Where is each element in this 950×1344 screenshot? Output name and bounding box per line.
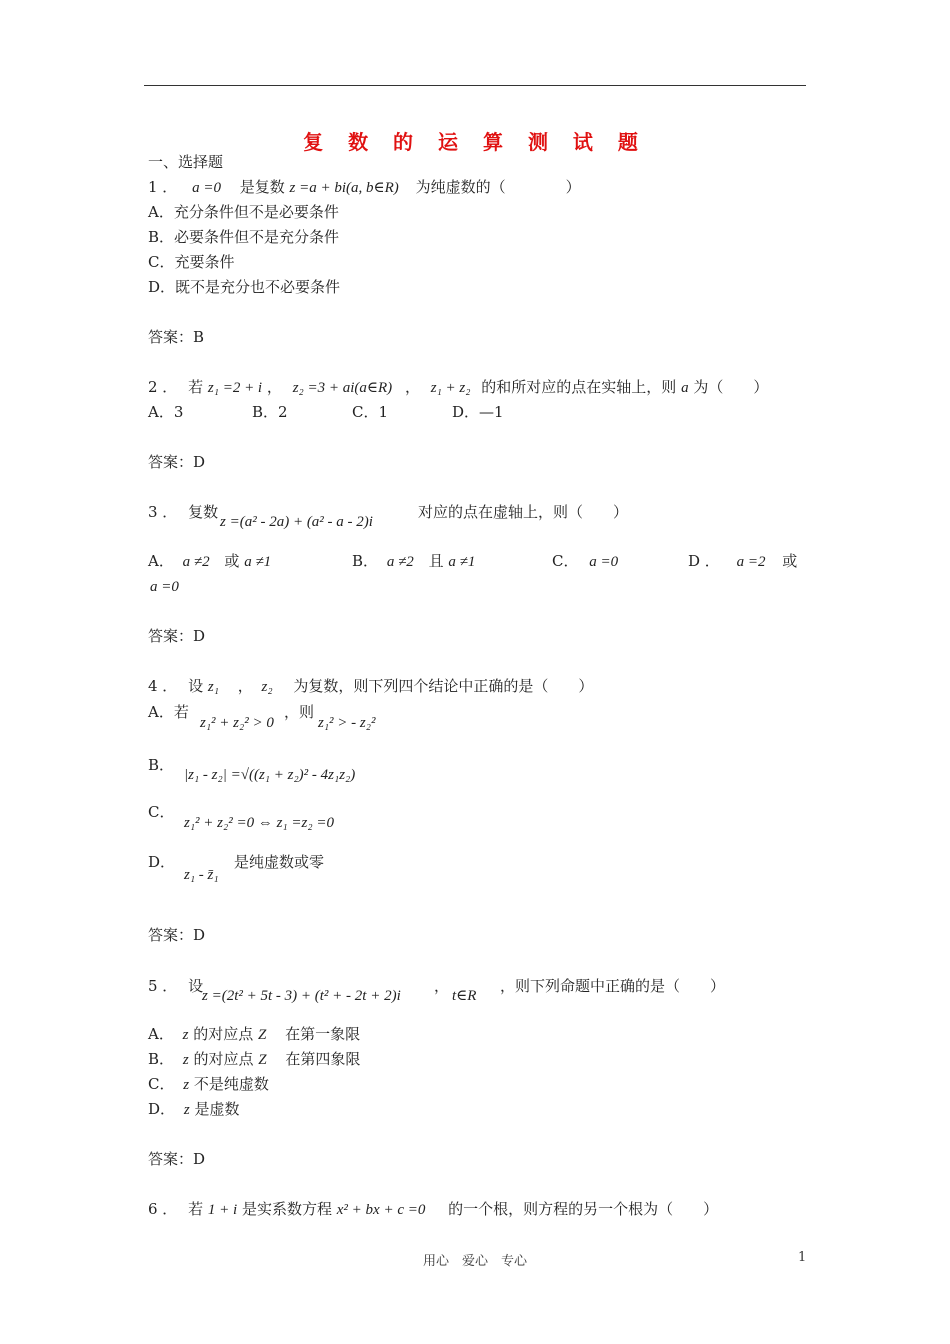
- q5-number: 5 ．: [148, 977, 178, 995]
- q2-number: 2 ．: [148, 378, 178, 396]
- q3-option-d-continuation: [150, 576, 179, 597]
- q5-option-b: [148, 1049, 360, 1070]
- q2-z1: z₁ =2 + i: [207, 380, 263, 396]
- q2-answer: 答案：D: [148, 453, 206, 471]
- q5-option-c: [148, 1074, 269, 1095]
- question-5-label: [148, 976, 203, 996]
- q2-sum: z₁ + z₂: [430, 380, 471, 396]
- q3-option-a-label: A．: [148, 552, 174, 570]
- question-6: [148, 1199, 718, 1220]
- q5-option-a-point: Z: [258, 1027, 267, 1043]
- q3-option-b-label: B．: [352, 552, 379, 570]
- q1-option-c: C．充要条件: [148, 253, 235, 271]
- q1-expression: z =a + bi(a, b∈R): [289, 180, 399, 196]
- q3-expression: z =(a² - 2a) + (a² - a - 2)i: [220, 514, 373, 530]
- q1-option-b: B．必要条件但不是充分条件: [148, 228, 340, 246]
- q5-option-b-label: B．: [148, 1050, 175, 1068]
- page-title: 复 数 的 运 算 测 试 题: [303, 130, 647, 154]
- q5-option-b-var: z: [182, 1052, 189, 1068]
- q3-option-b-expr2: a ≠1: [448, 554, 476, 570]
- q4-option-b-expr: |z₁ - z₂| =√((z₁ + z₂)² - 4z₁z₂): [184, 767, 356, 783]
- q6-number: 6 ．: [148, 1200, 178, 1218]
- q5-option-a-text: 的对应点: [193, 1025, 254, 1043]
- q6-text-a: 若: [188, 1200, 204, 1218]
- q4-option-c-label: C．: [148, 803, 175, 821]
- q2-text-a: 若: [188, 378, 204, 396]
- q3-option-a-expr2: a ≠1: [244, 554, 272, 570]
- q5-expression: z =(2t² + 5t - 3) + (t² + - 2t + 2)i: [202, 988, 401, 1004]
- q4-z2: z₂: [261, 679, 273, 695]
- q3-option-d-or: 或: [782, 552, 798, 570]
- q3-option-d-expr: a =2: [736, 554, 766, 570]
- question-2: [148, 377, 768, 398]
- q3-option-c-expr: a =0: [589, 554, 619, 570]
- q6-text-c: 的一个根，则方程的另一个根为（ ）: [448, 1200, 719, 1218]
- q5-option-d-text: 是虚数: [194, 1100, 240, 1118]
- q4-option-d-label: D．: [148, 853, 176, 871]
- q5-text-b: ，则下列命题中正确的是（ ）: [500, 977, 726, 995]
- q5-option-d-label: D．: [148, 1100, 176, 1118]
- q2-option-b: B．2: [252, 403, 288, 421]
- q5-option-b-text: 的对应点: [193, 1050, 254, 1068]
- q4-option-b-label: B．: [148, 756, 175, 774]
- q4-number: 4 ．: [148, 677, 178, 695]
- q5-option-d-var: z: [183, 1102, 190, 1118]
- q5-option-b-tail: 在第四象限: [285, 1050, 361, 1068]
- q5-text-a: 设: [188, 977, 204, 995]
- q5-answer: 答案：D: [148, 1150, 206, 1168]
- q2-sep2: ，: [404, 378, 420, 396]
- section-heading: 一、选择题: [148, 153, 224, 171]
- q1-option-a: A．充分条件但不是必要条件: [148, 203, 339, 221]
- header-rule: [144, 85, 806, 86]
- q3-option-d-label: D ．: [688, 552, 720, 570]
- question-3-label: [148, 502, 218, 522]
- question-4: [148, 676, 593, 697]
- q1-text-a: 是复数: [239, 178, 285, 196]
- q3-option-b: [352, 551, 475, 572]
- q1-option-d: D．既不是充分也不必要条件: [148, 278, 341, 296]
- q1-condition: a =0: [192, 180, 221, 196]
- q4-option-a-expr2: z₁² > - z₂²: [318, 715, 376, 731]
- q2-text-c: 为（ ）: [693, 378, 769, 396]
- q4-option-a-label: A．若: [148, 703, 189, 721]
- q3-option-a-or: 或: [224, 552, 240, 570]
- q4-sep: ，: [237, 677, 253, 695]
- q3-option-c-label: C．: [552, 552, 579, 570]
- q3-option-d: [688, 551, 797, 572]
- q2-z2: z₂ =3 + ai(a∈R): [292, 380, 393, 396]
- q3-text-a: 复数: [188, 503, 219, 521]
- q4-option-a-expr1: z₁² + z₂² > 0: [200, 715, 274, 731]
- q2-var: a: [681, 380, 689, 396]
- q4-option-c-expr: z₁² + z₂² =0 ⇔ z₁ =z₂ =0: [184, 815, 334, 831]
- q6-root: 1 + i: [207, 1202, 238, 1218]
- q2-option-a: A．3: [148, 403, 184, 421]
- q1-number: 1 ．: [148, 178, 178, 196]
- q4-text-a: 设: [188, 677, 204, 695]
- q3-number: 3 ．: [148, 503, 178, 521]
- q3-option-b-and: 且: [428, 552, 444, 570]
- q5-option-a-tail: 在第一象限: [285, 1025, 361, 1043]
- q4-answer: 答案：D: [148, 926, 206, 944]
- q5-sep: ，: [434, 977, 450, 995]
- q5-condition: t∈R: [452, 988, 477, 1004]
- q2-sep1: ，: [266, 378, 282, 396]
- q6-text-b: 是实系数方程: [241, 1200, 332, 1218]
- q4-option-d-text: 是纯虚数或零: [234, 853, 325, 871]
- q5-option-c-text: 不是纯虚数: [193, 1075, 269, 1093]
- q5-option-a-var: z: [182, 1027, 189, 1043]
- q5-option-d: [148, 1099, 239, 1120]
- question-1: [148, 177, 581, 198]
- q6-equation: x² + bx + c =0: [336, 1202, 426, 1218]
- q5-option-c-var: z: [183, 1077, 190, 1093]
- q1-answer: 答案：B: [148, 328, 205, 346]
- q1-text-b: 为纯虚数的（ ）: [415, 178, 581, 196]
- q4-option-d-expr: z₁ - z̄₁: [184, 867, 219, 883]
- q4-option-a-then: ，则: [284, 703, 315, 721]
- q5-option-c-label: C．: [148, 1075, 175, 1093]
- q2-text-b: 的和所对应的点在实轴上，则: [481, 378, 677, 396]
- q5-option-a-label: A．: [148, 1025, 174, 1043]
- q3-text-b: 对应的点在虚轴上，则（ ）: [418, 503, 629, 521]
- q3-option-a-expr: a ≠2: [182, 554, 210, 570]
- q3-option-d-expr2: a =0: [150, 579, 179, 595]
- q2-option-c: C．1: [352, 403, 389, 421]
- q2-option-d: D．—1: [452, 403, 504, 421]
- q3-answer: 答案：D: [148, 627, 206, 645]
- page-footer: 用心 爱心 专心: [422, 1254, 527, 1269]
- q3-option-c: [552, 551, 618, 572]
- page-number: 1: [798, 1250, 807, 1265]
- q4-z1: z₁: [207, 679, 219, 695]
- q3-option-a: [148, 551, 271, 572]
- q5-option-b-point: Z: [258, 1052, 267, 1068]
- q3-option-b-expr: a ≠2: [386, 554, 414, 570]
- q4-text-b: 为复数，则下列四个结论中正确的是（ ）: [293, 677, 594, 695]
- q5-option-a: [148, 1024, 360, 1045]
